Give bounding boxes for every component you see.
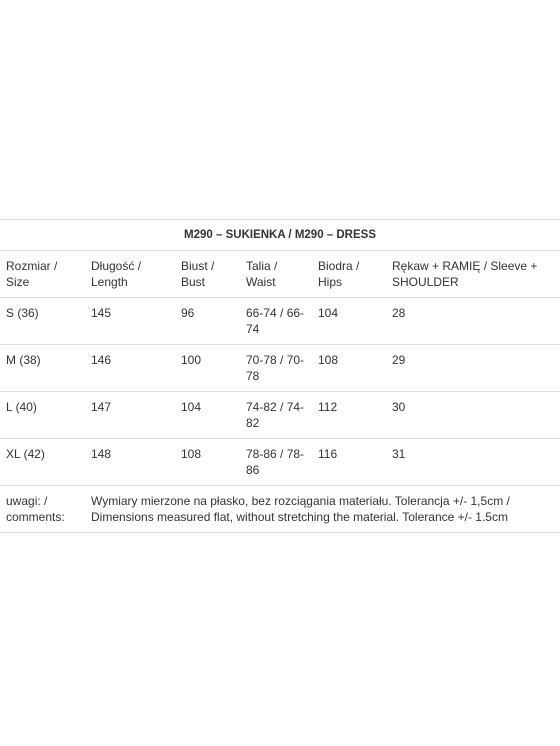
table-cell bbox=[0, 439, 85, 486]
table-cell bbox=[240, 392, 312, 439]
table-cell bbox=[175, 439, 240, 486]
table-cell bbox=[240, 345, 312, 392]
cell-size: S (36) bbox=[6, 306, 39, 320]
cell-hips: 116 bbox=[318, 447, 338, 461]
table-cell bbox=[240, 439, 312, 486]
cell-hips: 108 bbox=[318, 353, 339, 367]
cell-length: 147 bbox=[91, 400, 112, 414]
notes-text: Wymiary mierzone na płasko, bez rozciągania materiału. Tolerancja +/- 1,5cm / Dimensions measured flat, without stretching the material. Tolerance +/- 1.5cm bbox=[91, 494, 510, 524]
table-header-row bbox=[0, 251, 560, 298]
cell-waist: 70-78 / 70-78 bbox=[246, 353, 305, 383]
cell-bust: 108 bbox=[181, 447, 202, 461]
table-row bbox=[0, 392, 560, 439]
table-cell bbox=[85, 345, 175, 392]
table-title-row bbox=[0, 220, 560, 251]
table-cell bbox=[386, 392, 560, 439]
table-title: M290 – SUKIENKA / M290 – DRESS bbox=[0, 220, 560, 251]
header-cell bbox=[386, 251, 560, 298]
table-cell bbox=[175, 345, 240, 392]
cell-bust: 96 bbox=[181, 306, 195, 320]
header-cell bbox=[85, 251, 175, 298]
cell-waist: 66-74 / 66-74 bbox=[246, 306, 305, 336]
table-cell bbox=[312, 392, 386, 439]
cell-bust: 104 bbox=[181, 400, 202, 414]
header-hips: Biodra / Hips bbox=[318, 259, 360, 289]
table-cell bbox=[386, 439, 560, 486]
notes-text-cell bbox=[85, 486, 560, 533]
table-cell bbox=[85, 298, 175, 345]
table-cell bbox=[386, 298, 560, 345]
table-cell bbox=[0, 345, 85, 392]
size-chart-table bbox=[0, 219, 560, 533]
table-row bbox=[0, 439, 560, 486]
header-cell bbox=[240, 251, 312, 298]
header-cell bbox=[312, 251, 386, 298]
table-cell bbox=[386, 345, 560, 392]
notes-label-cell bbox=[0, 486, 85, 533]
header-cell bbox=[175, 251, 240, 298]
cell-hips: 104 bbox=[318, 306, 339, 320]
table-row bbox=[0, 345, 560, 392]
table-cell bbox=[312, 345, 386, 392]
cell-hips: 112 bbox=[318, 400, 338, 414]
table-cell bbox=[312, 298, 386, 345]
notes-label: uwagi: / comments: bbox=[6, 494, 65, 524]
table-cell bbox=[175, 298, 240, 345]
table-cell bbox=[312, 439, 386, 486]
cell-size: XL (42) bbox=[6, 447, 45, 461]
table-cell bbox=[240, 298, 312, 345]
header-bust: Biust / Bust bbox=[181, 259, 215, 289]
cell-length: 146 bbox=[91, 353, 112, 367]
cell-size: L (40) bbox=[6, 400, 37, 414]
cell-sleeve-shoulder: 29 bbox=[392, 353, 406, 367]
cell-length: 148 bbox=[91, 447, 112, 461]
cell-bust: 100 bbox=[181, 353, 202, 367]
cell-sleeve-shoulder: 31 bbox=[392, 447, 406, 461]
table-cell bbox=[85, 392, 175, 439]
cell-waist: 78-86 / 78-86 bbox=[246, 447, 305, 477]
cell-waist: 74-82 / 74-82 bbox=[246, 400, 305, 430]
cell-sleeve-shoulder: 30 bbox=[392, 400, 406, 414]
cell-size: M (38) bbox=[6, 353, 41, 367]
table-cell bbox=[0, 392, 85, 439]
cell-length: 145 bbox=[91, 306, 112, 320]
table-cell bbox=[0, 298, 85, 345]
header-sleeve-shoulder: Rękaw + RAMIĘ / Sleeve + SHOULDER bbox=[392, 259, 538, 289]
header-size: Rozmiar / Size bbox=[6, 259, 58, 289]
header-waist: Talia / Waist bbox=[246, 259, 278, 289]
notes-row bbox=[0, 486, 560, 533]
table-cell bbox=[85, 439, 175, 486]
header-length: Długość / Length bbox=[91, 259, 142, 289]
cell-sleeve-shoulder: 28 bbox=[392, 306, 406, 320]
header-cell bbox=[0, 251, 85, 298]
table-cell bbox=[175, 392, 240, 439]
table-row bbox=[0, 298, 560, 345]
